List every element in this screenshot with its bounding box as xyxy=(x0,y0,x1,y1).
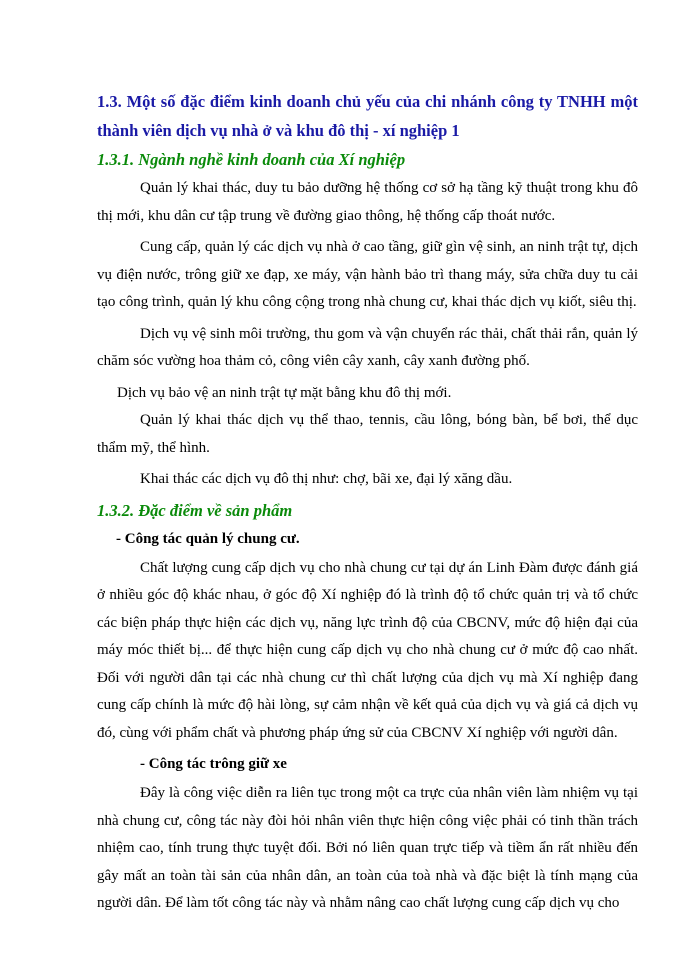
paragraph-vehicle-parking: Đây là công việc diễn ra liên tục trong một ca trực của nhân viên làm nhiệm vụ tại nhà chung cư, công tác này đòi hỏi nhân viên thực hiện công việc phải có tinh thần trách nhiệm cao, tính trung thực tuyệt đối. Bởi nó liên quan trực tiếp và tiềm ẩn rất nhiều đến gây mất an toàn tài sản của nhân dân, an toàn của toà nhà và đặc biệt là tính mạng của người dân. Để làm tốt công tác này và nhằm nâng cao chất lượng cung cấp dịch vụ cho xyxy=(97,785,638,911)
paragraph-apartment-management: Chất lượng cung cấp dịch vụ cho nhà chung cư tại dự án Linh Đàm được đánh giá ở nhiều góc độ khác nhau, ở góc độ Xí nghiệp đó là trình độ tổ chức quản trị và tổ chức các biện pháp thực hiện các dịch vụ, năng lực trình độ của CBCNV, mức độ hiện đại của máy móc thiết bị... để thực hiện cung cấp dịch vụ cho nhà chung cư ở mức độ cao nhất. Đối với người dân tại các nhà chung cư thì chất lượng của dịch vụ mà Xí nghiệp đang cung cấp chính là mức độ hài lòng, sự cảm nhận về kết quả của dịch vụ và giá cả dịch vụ đó, cùng với phẩm chất và phương pháp ứng sử của CBCNV Xí nghiệp với người dân. xyxy=(97,559,638,741)
subheading-vehicle-parking: - Công tác trông giữ xe xyxy=(140,756,287,772)
section-heading-1-3-1: 1.3.1. Ngành nghề kinh doanh của Xí nghiệp xyxy=(97,150,406,169)
paragraph-business-line-4: Dịch vụ bảo vệ an ninh trật tự mặt bằng khu đô thị mới. xyxy=(117,384,452,401)
paragraph-business-line-2: Cung cấp, quản lý các dịch vụ nhà ở cao tầng, giữ gìn vệ sinh, an ninh trật tự, dịch vụ điện nước, trông giữ xe đạp, xe máy, vận hành bảo trì thang máy, sửa chữa duy tu cải tạo công trình, quản lý khu công cộng trong nhà chung cư, khai thác dịch vụ kiốt, siêu thị. xyxy=(97,239,638,310)
section-heading-1-3: 1.3. Một số đặc điểm kinh doanh chủ yếu của chi nhánh công ty TNHH một thành viên dịch vụ nhà ở và khu đô thị - xí nghiệp 1 xyxy=(97,92,638,140)
paragraph-business-line-6: Khai thác các dịch vụ đô thị như: chợ, bãi xe, đại lý xăng dầu. xyxy=(140,471,513,487)
paragraph-business-line-1: Quản lý khai thác, duy tu bảo dưỡng hệ thống cơ sở hạ tầng kỹ thuật trong khu đô thị mới, khu dân cư tập trung về đường giao thông, hệ thống cấp thoát nước. xyxy=(97,180,638,224)
paragraph-business-line-3: Dịch vụ vệ sinh môi trường, thu gom và vận chuyển rác thải, chất thải rắn, quản lý chăm sóc vường hoa thảm cỏ, công viên cây xanh, cây xanh đường phố. xyxy=(97,325,638,369)
paragraph-business-line-5: Quản lý khai thác dịch vụ thể thao, tennis, cầu lông, bóng bàn, bể bơi, thể dục thẩm mỹ, thể hình. xyxy=(97,412,638,456)
section-heading-1-3-2: 1.3.2. Đặc điểm về sản phẩm xyxy=(97,500,293,520)
subheading-apartment-management: - Công tác quản lý chung cư. xyxy=(116,530,300,547)
